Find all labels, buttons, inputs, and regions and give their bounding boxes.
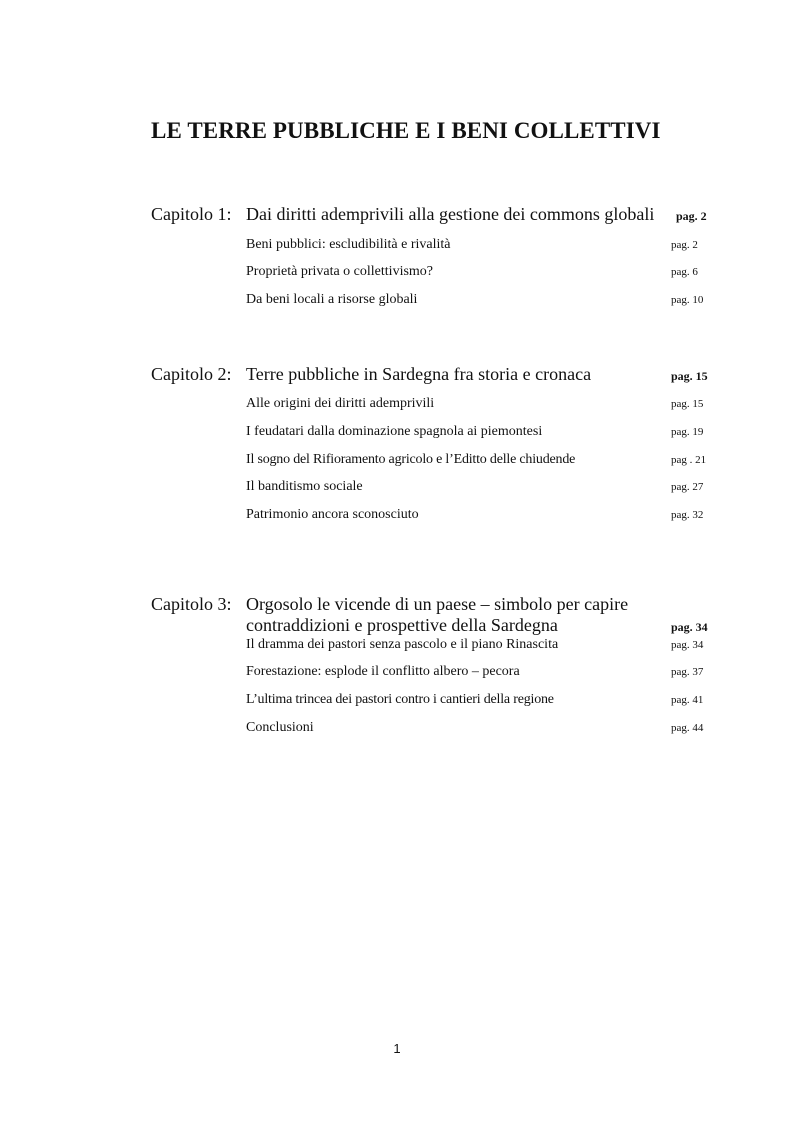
- section-title: Alle origini dei diritti ademprivili: [246, 396, 435, 411]
- section-page: pag. 2: [671, 239, 698, 251]
- section-title: Patrimonio ancora sconosciuto: [246, 507, 419, 522]
- section-title: Il sogno del Rifioramento agricolo e l’Editto delle chiudende: [246, 452, 576, 467]
- section-page: pag. 41: [671, 694, 704, 706]
- section-title: Proprietà privata o collettivismo?: [246, 264, 434, 279]
- section-page: pag. 44: [671, 722, 704, 734]
- chapter-title: Terre pubbliche in Sardegna fra storia e cronaca: [246, 364, 592, 384]
- section-title: Beni pubblici: escludibilità e rivalità: [246, 237, 451, 252]
- chapter-label: Capitolo 2:: [151, 364, 232, 384]
- document-title: LE TERRE PUBBLICHE E I BENI COLLETTIVI: [151, 118, 661, 143]
- page-number: 1: [393, 1041, 401, 1056]
- section-page: pag. 10: [671, 294, 704, 306]
- chapter-page: pag. 15: [671, 369, 708, 383]
- chapter-label: Capitolo 1:: [151, 204, 232, 224]
- section-page: pag. 34: [671, 639, 704, 651]
- section-page: pag. 6: [671, 266, 698, 278]
- chapter-page: pag. 2: [676, 209, 707, 223]
- section-title: Il dramma dei pastori senza pascolo e il piano Rinascita: [246, 637, 559, 652]
- section-page: pag. 37: [671, 666, 704, 678]
- section-page: pag. 19: [671, 426, 704, 438]
- chapter-title-line-2: contraddizioni e prospettive della Sardegna: [246, 615, 558, 635]
- section-title: I feudatari dalla dominazione spagnola ai piemontesi: [246, 424, 543, 439]
- section-page: pag . 21: [671, 454, 707, 466]
- section-title: Il banditismo sociale: [246, 479, 363, 494]
- section-page: pag. 15: [671, 398, 704, 410]
- section-title: Forestazione: esplode il conflitto albero – pecora: [246, 664, 520, 679]
- section-title: Conclusioni: [246, 720, 314, 735]
- chapter-title-line-1: Orgosolo le vicende di un paese – simbolo per capire: [246, 594, 629, 614]
- section-title: L’ultima trincea dei pastori contro i cantieri della regione: [246, 692, 554, 707]
- chapter-title: Dai diritti ademprivili alla gestione dei commons globali: [246, 204, 655, 224]
- chapter-label: Capitolo 3:: [151, 594, 232, 614]
- chapter-page: pag. 34: [671, 620, 708, 634]
- section-page: pag. 32: [671, 509, 704, 521]
- section-title: Da beni locali a risorse globali: [246, 292, 418, 307]
- section-page: pag. 27: [671, 481, 704, 493]
